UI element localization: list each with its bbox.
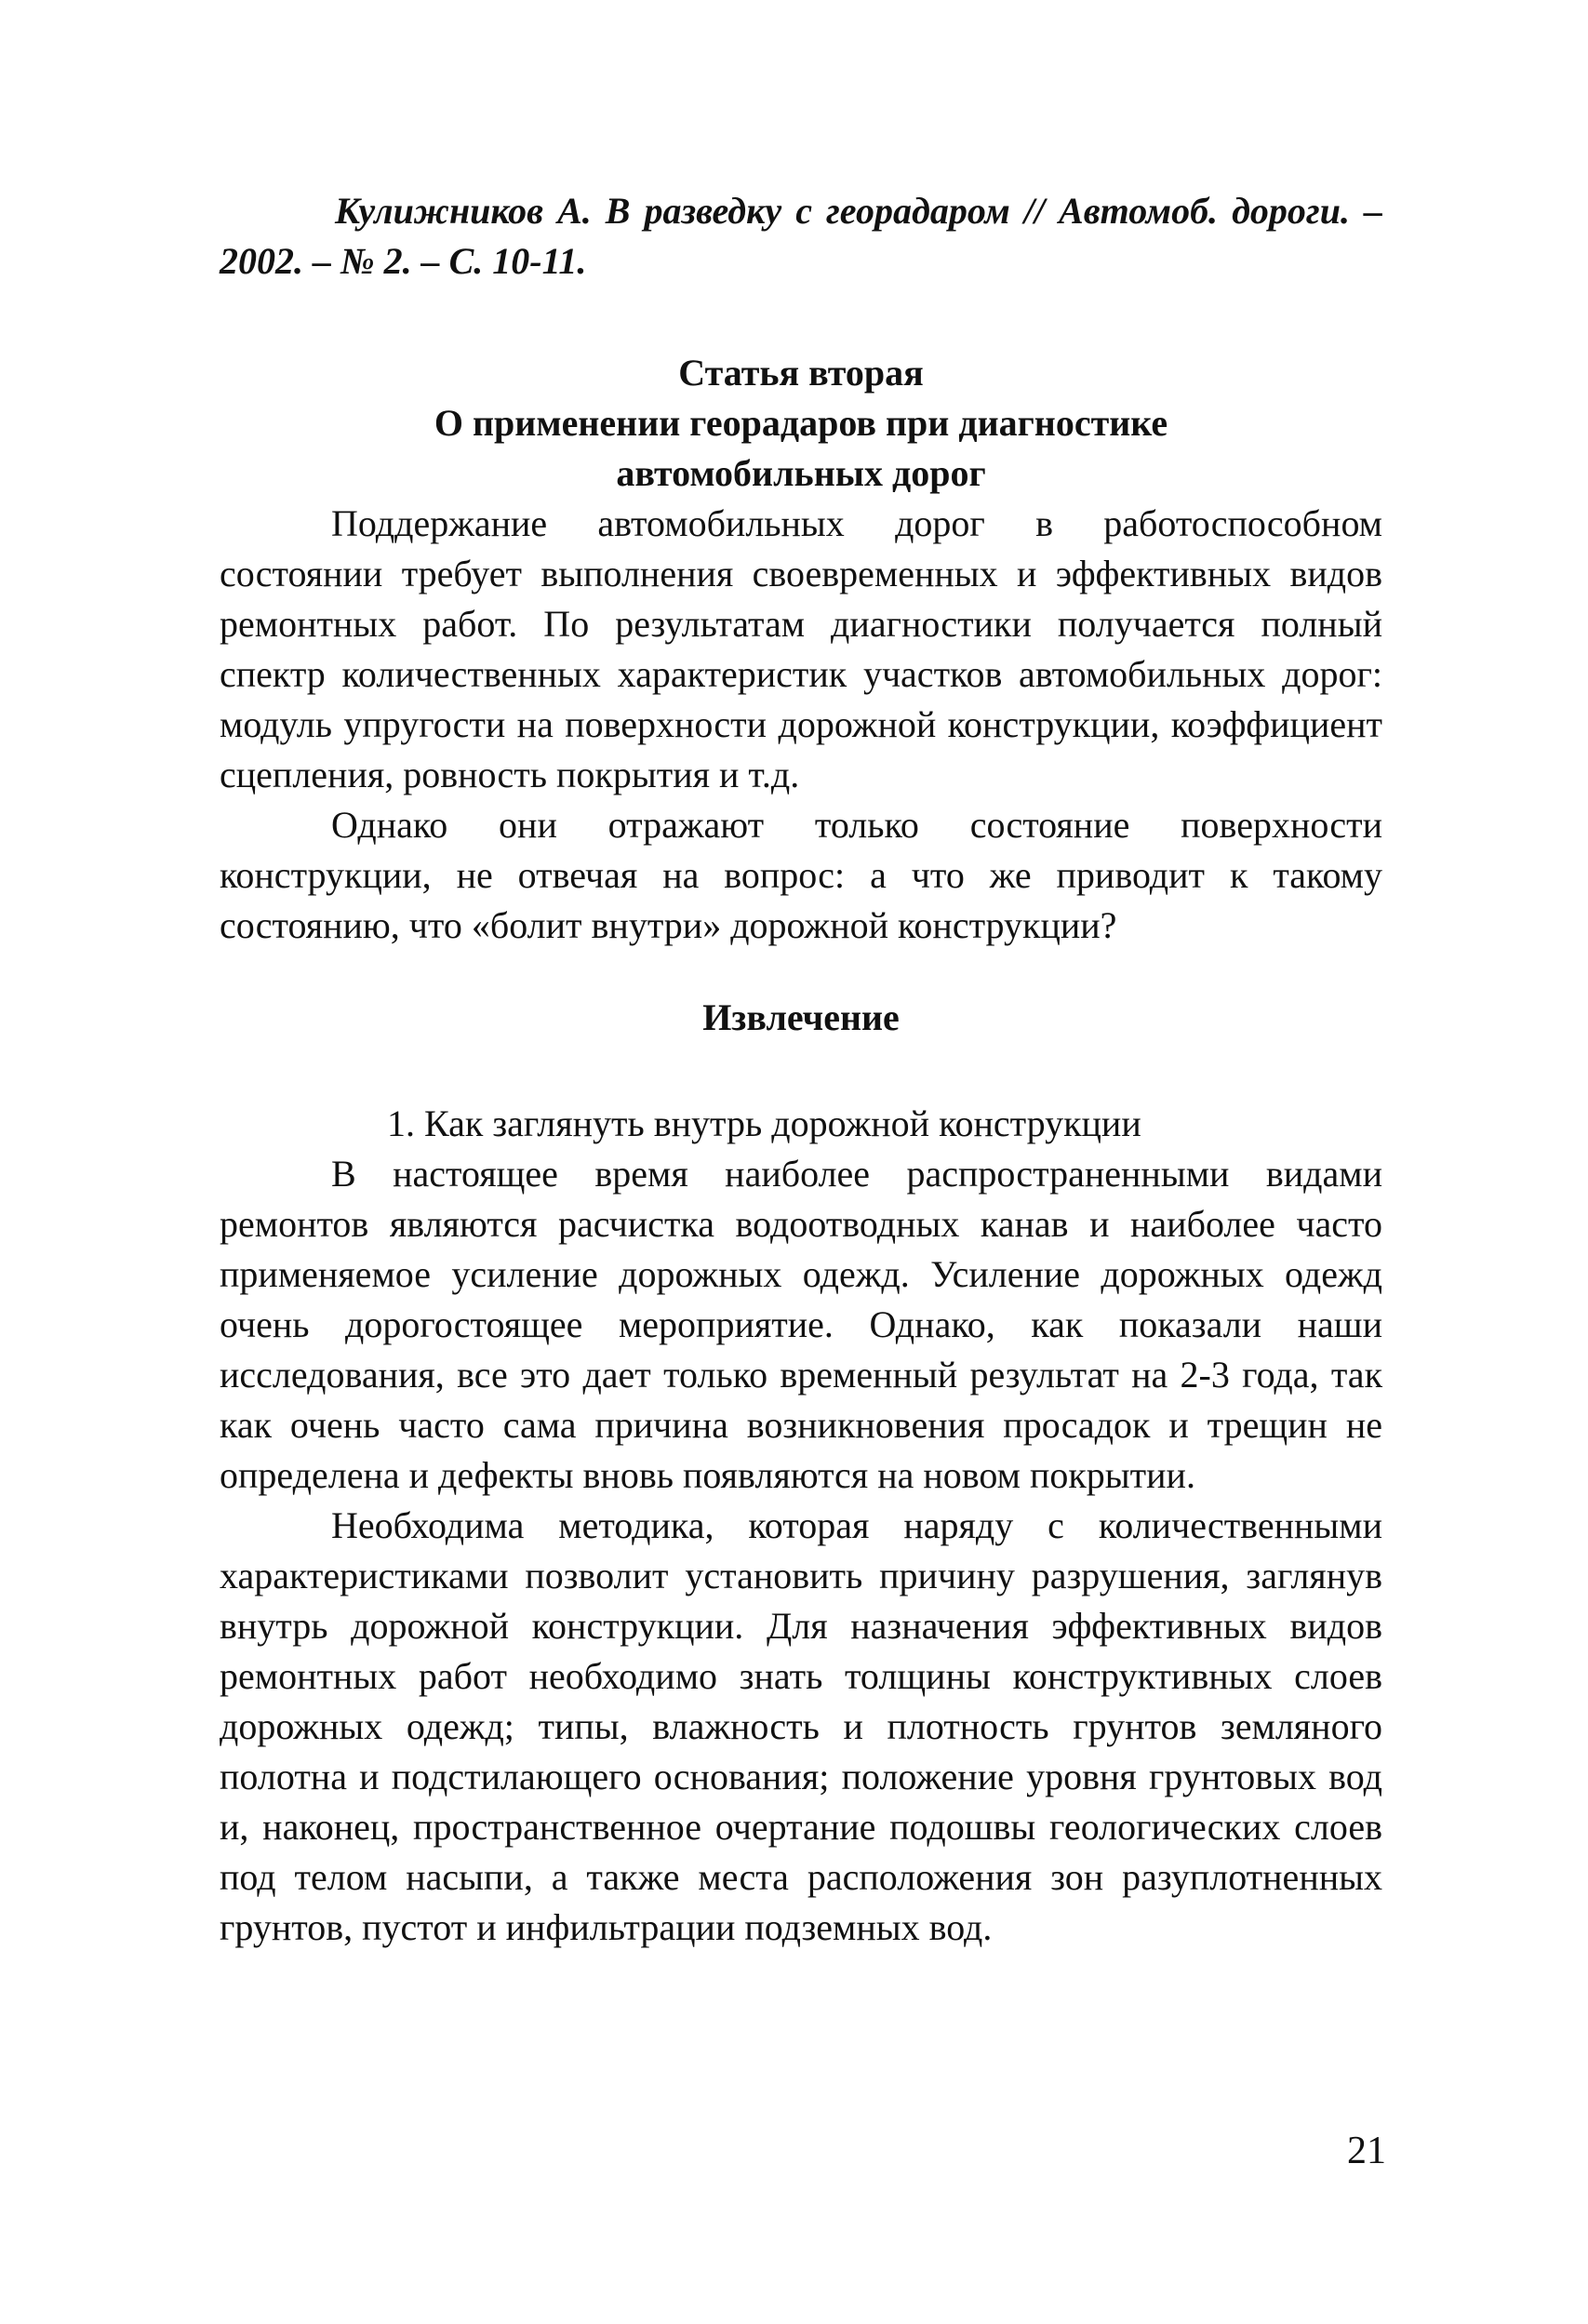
article-heading [220, 348, 1382, 499]
article-title-line1: О применении георадаров при диагностике [434, 402, 1168, 444]
article-body [220, 499, 1382, 951]
article-label: Статья вторая [678, 352, 924, 394]
page-number: 21 [1347, 2130, 1386, 2172]
article-title-line2: автомобильных дорог [616, 452, 986, 494]
section-body [220, 1149, 1382, 1953]
citation: Кулижников А. В разведку с георадаром // Автомоб. дороги. – 2002. – № 2. – С. 10-11. [220, 190, 1382, 282]
paragraph: Поддержание автомобильных дорог в работоспособном состоянии требует выполнения своевременных и эффективных видов ремонтных работ. По результатам диагностики получается полный спектр количественных характеристик участков автомобильных дорог: модуль упругости на поверхности дорожной конструкции, коэффициент сцепления, ровность покрытия и т.д. [220, 502, 1382, 795]
paragraph: Однако они отражают только состояние поверхности конструкции, не отвечая на вопрос: а что же приводит к такому состоянию, что «болит внутри» дорожной конструкции? [220, 804, 1382, 946]
section-title: Извлечение [702, 996, 900, 1038]
paragraph: Необходима методика, которая наряду с количественными характеристиками позволит установить причину разрушения, заглянув внутрь дорожной конструкции. Для назначения эффективных видов ремонтных работ необходимо знать толщины конструктивных слоев дорожных одежд; типы, влажность и плотность грунтов земляного полотна и подстилающего основания; положение уровня грунтовых вод и, наконец, пространственное очертание подошвы геологических слоев под телом насыпи, а также места расположения зон разуплотненных грунтов, пустот и инфильтрации подземных вод. [220, 1504, 1382, 1948]
paragraph: В настоящее время наиболее распространенными видами ремонтов являются расчистка водоотводных канав и наиболее часто применяемое усиление дорожных одежд. Усиление дорожных одежд очень дорогостоящее мероприятие. Однако, как показали наши исследования, все это дает только временный результат на 2-3 года, так как очень часто сама причина возникновения просадок и трещин не определена и дефекты вновь появляются на новом покрытии. [220, 1153, 1382, 1496]
section-subheading: 1. Как заглянуть внутрь дорожной конструкции [387, 1102, 1141, 1144]
